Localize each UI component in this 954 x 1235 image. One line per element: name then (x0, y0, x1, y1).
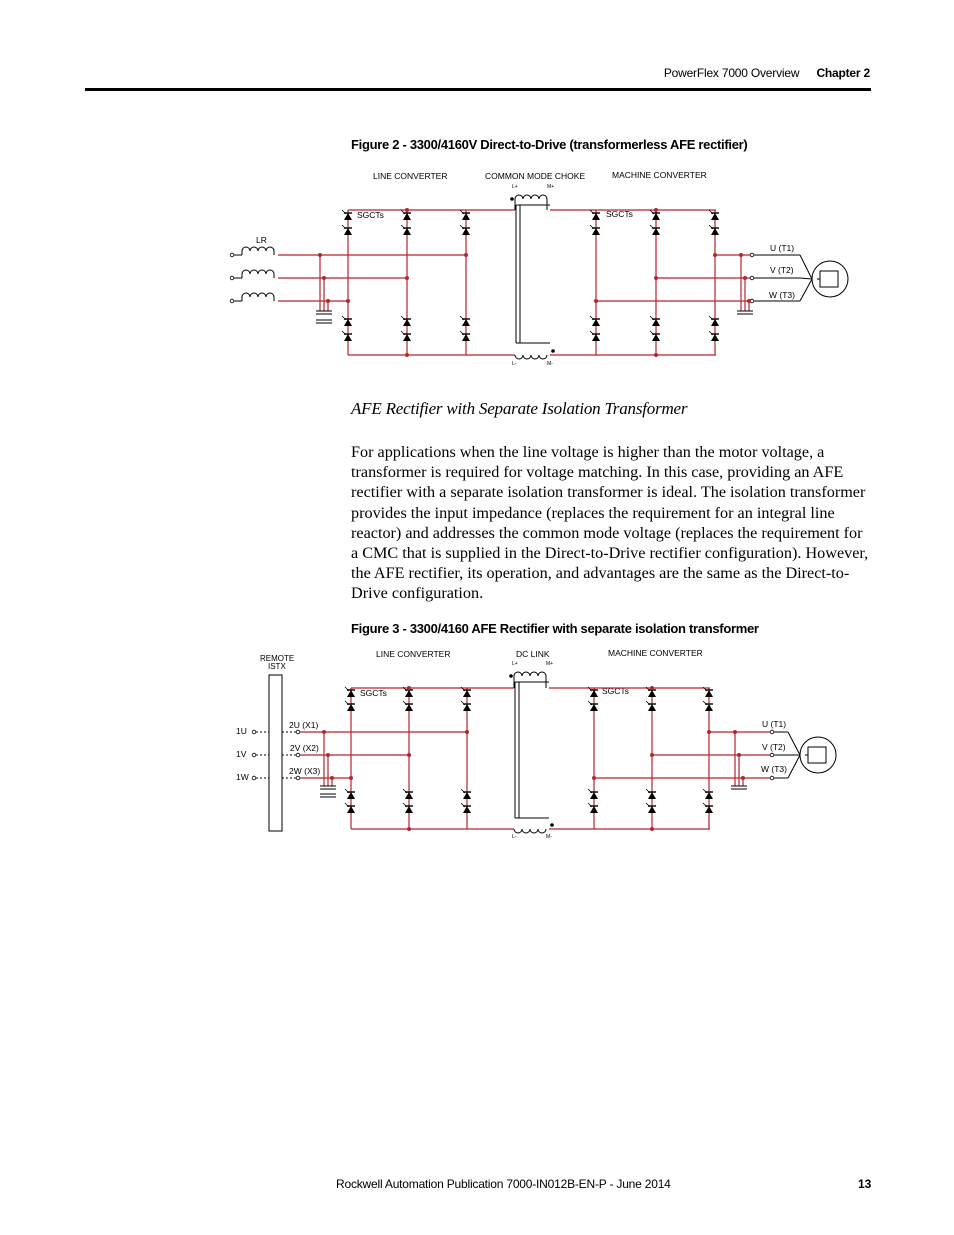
page-header (664, 66, 870, 80)
f3-label-machine-converter: MACHINE CONVERTER (608, 648, 703, 658)
f2-sgct-group (342, 210, 719, 341)
f3-label-u: U (T1) (762, 719, 787, 729)
f3-label-v: V (T2) (762, 742, 786, 752)
f3-label-lm: L- (512, 834, 517, 840)
f2-label-lm: L- (512, 361, 517, 367)
f2-label-mm: M- (547, 361, 553, 367)
f2-label-machine-converter: MACHINE CONVERTER (612, 170, 707, 180)
f3-label-line-converter: LINE CONVERTER (376, 649, 451, 659)
f3-label-istx: ISTX (268, 662, 286, 671)
f2-label-w: W (T3) (769, 290, 795, 300)
f3-label-1u: 1U (236, 726, 247, 736)
header-rule (85, 88, 871, 91)
figure2-caption: Figure 2 - 3300/4160V Direct-to-Drive (transformerless AFE rectifier) (351, 137, 748, 152)
f3-label-sgcts-left: SGCTs (360, 688, 387, 698)
page-number: 13 (858, 1177, 872, 1191)
f3-label-dc-link: DC LINK (516, 649, 550, 659)
f3-label-remote: REMOTE (260, 654, 295, 663)
footer-publication: Rockwell Automation Publication 7000-IN012B-EN-P - June 2014 (336, 1177, 671, 1191)
f3-label-x1: 2U (X1) (289, 720, 319, 730)
f3-istx-box (269, 675, 282, 831)
figure3-caption: Figure 3 - 3300/4160 AFE Rectifier with separate isolation transformer (351, 621, 759, 636)
section-heading: AFE Rectifier with Separate Isolation Transformer (351, 399, 688, 418)
f3-label-mp: M+ (546, 661, 554, 667)
f2-label-sgcts-right: SGCTs (606, 209, 633, 219)
header-chapter: Chapter 2 (816, 66, 870, 80)
section-paragraph: For applications when the line voltage is higher than the motor voltage, a transformer is required for voltage matching. In this case, providing an AFE rectifier with a separate isolation transformer is ideal. The isolation transformer provides the input impedance (replaces the requirement for an integral line reactor) and addresses the common mode voltage (replaces the requirement for a CMC that is supplied in the Direct-to-Drive rectifier configuration). However, the AFE rectifier, its operation, and advantages are the same as the Direct-to-Drive configuration. (351, 443, 869, 603)
f3-label-sgcts-right: SGCTs (602, 686, 629, 696)
f2-label-mp: M+ (547, 184, 555, 190)
f3-label-1w: 1W (236, 772, 249, 782)
f2-label-v: V (T2) (770, 265, 794, 275)
f3-label-mm: M- (546, 834, 552, 840)
f3-sgct-group (345, 687, 713, 813)
f3-label-1v: 1V (236, 749, 247, 759)
figure2-diagram (220, 165, 860, 375)
header-title: PowerFlex 7000 Overview (663, 66, 800, 80)
f3-label-x3: 2W (X3) (289, 766, 321, 776)
f3-label-lp: L+ (512, 661, 518, 667)
f2-label-choke: COMMON MODE CHOKE (485, 171, 586, 181)
f2-label-u: U (T1) (770, 243, 795, 253)
figure3-diagram (228, 648, 848, 848)
f3-label-x2: 2V (X2) (290, 743, 319, 753)
f2-label-lr: LR (256, 235, 267, 245)
f2-label-lp: L+ (512, 184, 518, 190)
f3-label-w: W (T3) (761, 764, 787, 774)
f2-label-line-converter: LINE CONVERTER (373, 171, 448, 181)
f2-label-sgcts-left: SGCTs (357, 210, 384, 220)
